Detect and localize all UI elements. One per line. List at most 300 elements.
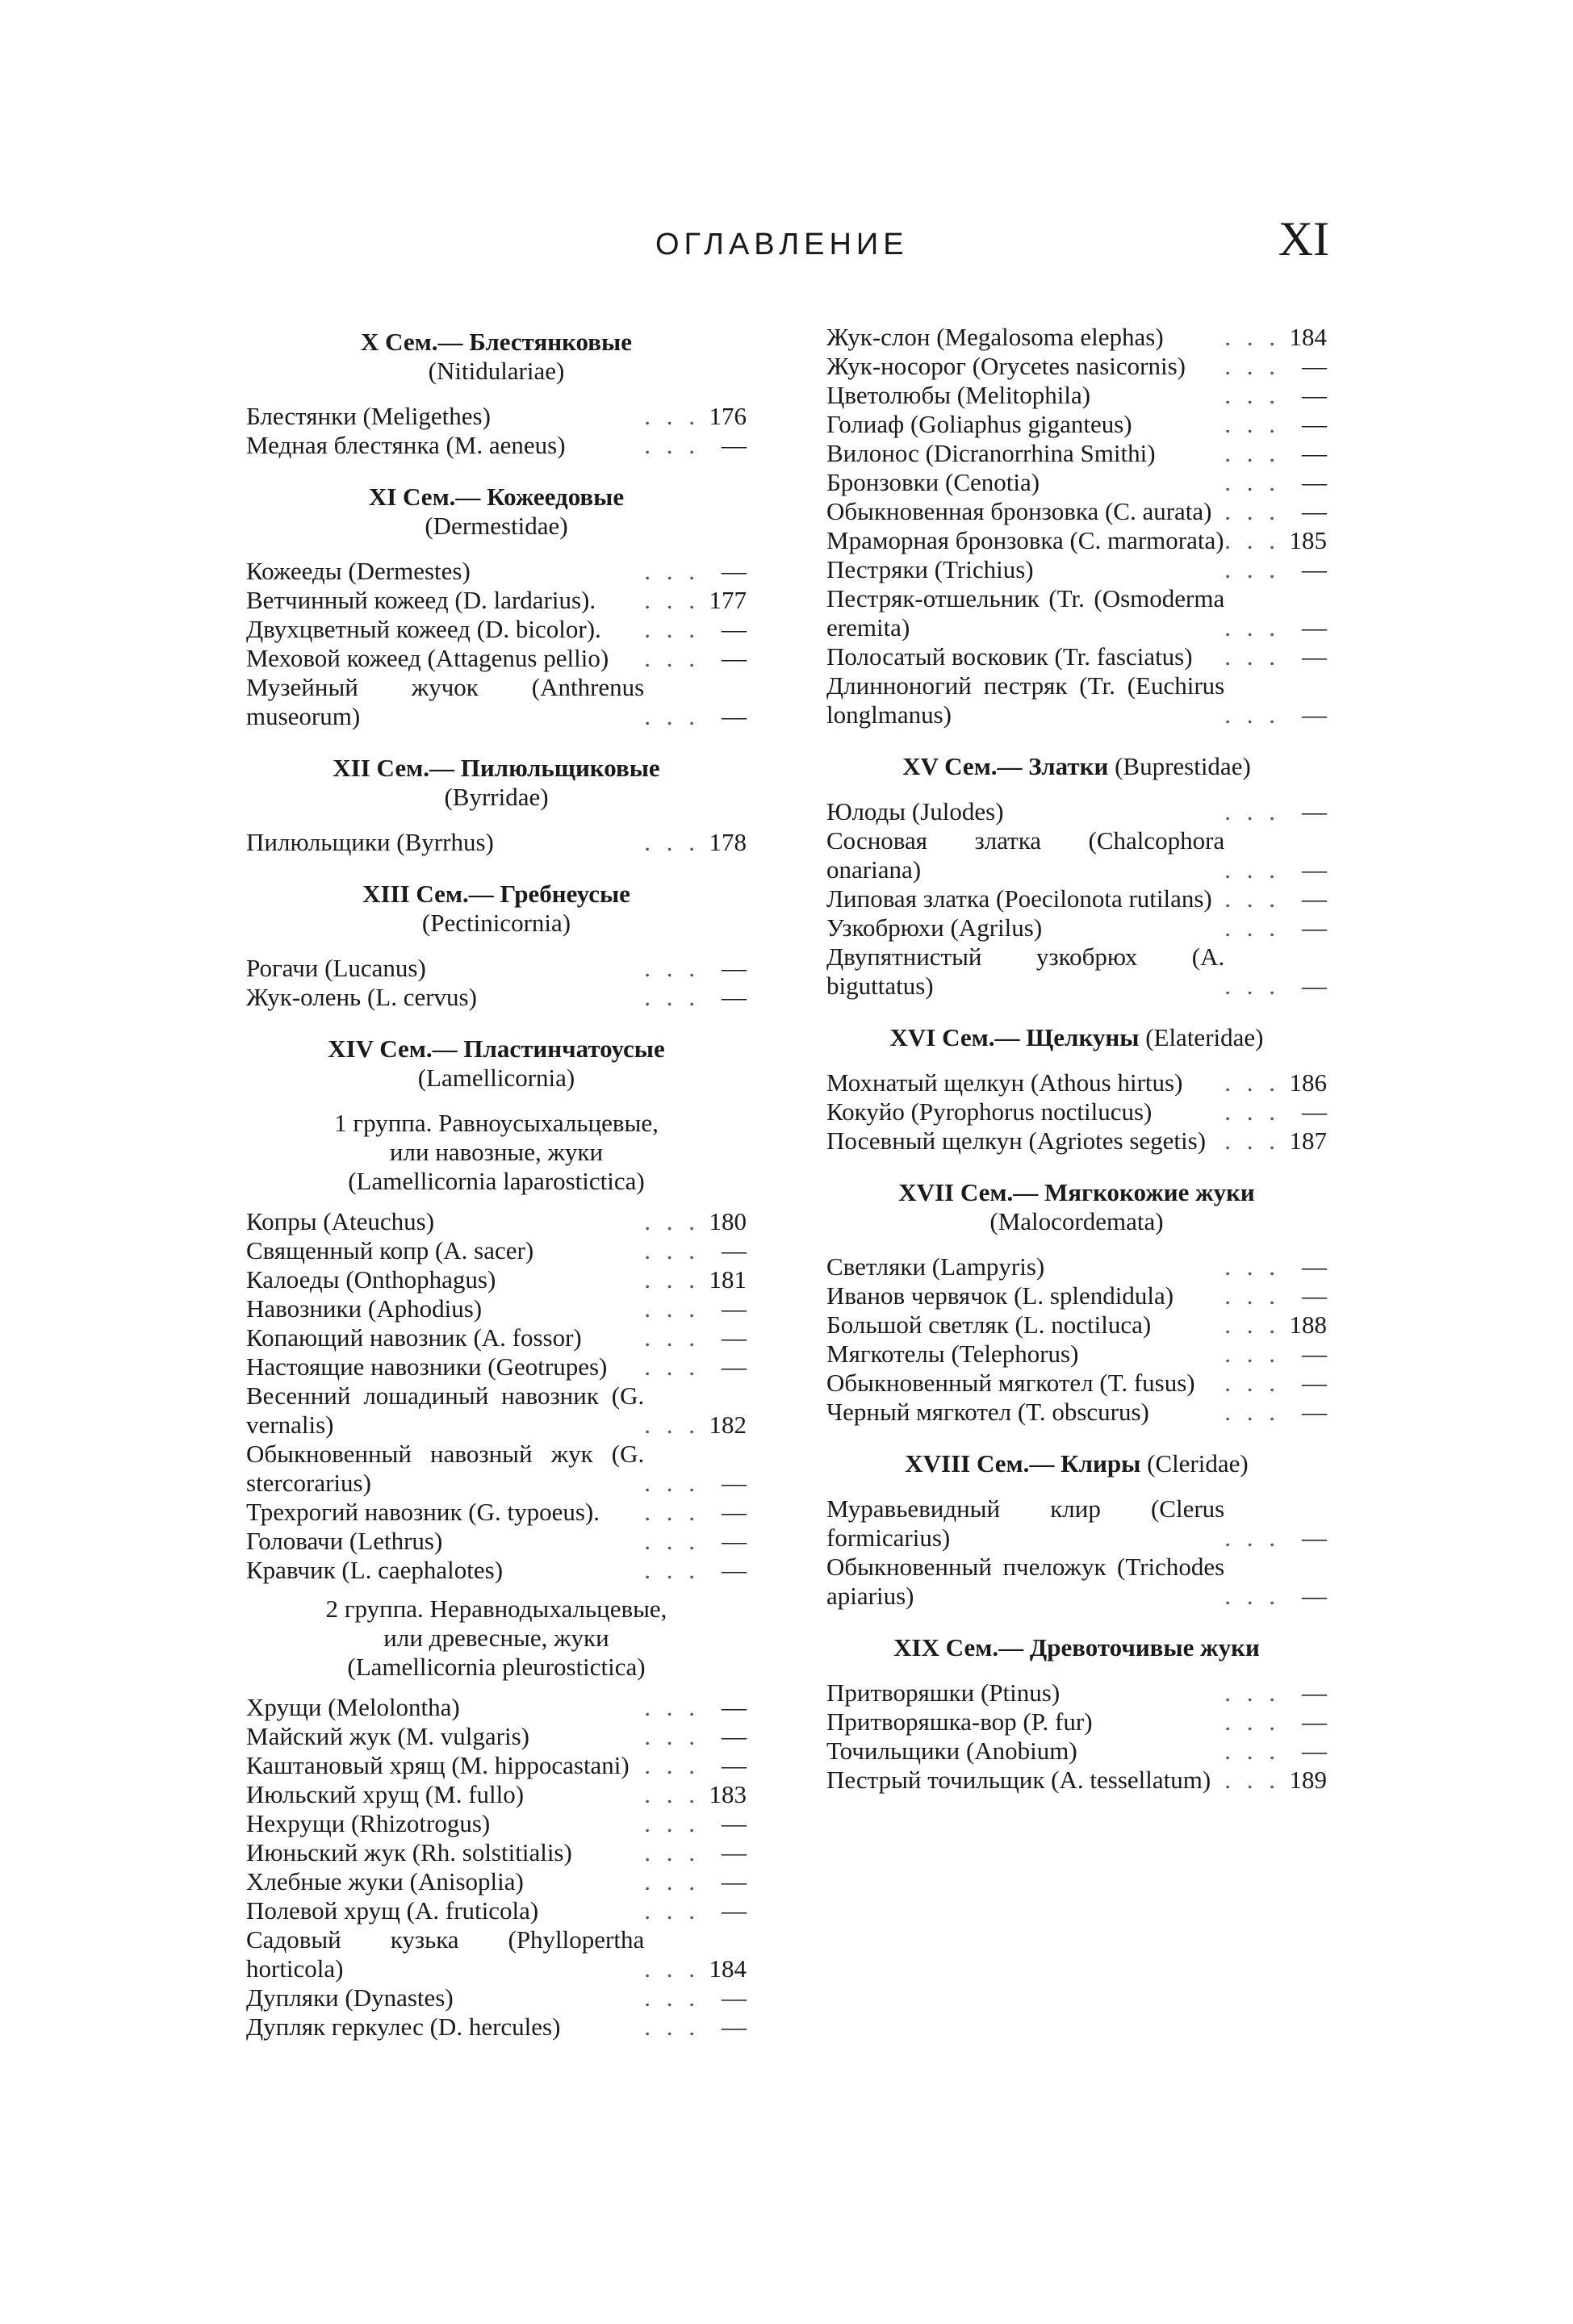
entry-page: — [1302, 1097, 1327, 1126]
toc-entry [826, 826, 1327, 884]
entry-page: — [722, 1896, 747, 1925]
entry-title: Июньский жук (Rh. solstitialis) [246, 1838, 572, 1866]
leader-dots: . . . [1224, 700, 1280, 729]
entry-page: 186 [1289, 1068, 1327, 1097]
entry-title: Двухцветный кожеед (D. bicolor). [246, 615, 601, 643]
leader-dots: . . . [644, 557, 700, 585]
toc-entry [826, 1737, 1327, 1766]
toc-entry [246, 1236, 747, 1265]
section-latin: (Dermestidae) [425, 512, 568, 540]
leader-dots: . . . [644, 1469, 700, 1497]
leader-dots: . . . [644, 1838, 700, 1866]
leader-dots: . . . [1224, 613, 1280, 642]
leader-dots: . . . [644, 1751, 700, 1779]
leader-dots: . . . [1224, 1398, 1280, 1426]
leader-dots: . . . [644, 1527, 700, 1555]
entry-title: Жук-слон (Megalosoma elephas) [826, 323, 1164, 351]
leader-dots: . . . [1224, 439, 1280, 467]
spacer [246, 1012, 747, 1030]
section-title: XI Сем.— Кожеедовые [368, 483, 625, 511]
leader-dots: . . . [644, 586, 700, 614]
leader-dots: . . . [1224, 1068, 1280, 1097]
entry-page: — [722, 2013, 747, 2041]
entry-page: — [1302, 410, 1327, 438]
leader-dots: . . . [1224, 884, 1280, 913]
entry-page: — [722, 1751, 747, 1779]
entry-page: — [722, 1983, 747, 2012]
toc-entry [826, 410, 1327, 439]
entry-title: Посевный щелкун (Agriotes segetis) [826, 1126, 1207, 1155]
entry-title: Сосновая златка (Chalcophora onariana) [826, 826, 1225, 884]
toc-entry [246, 615, 747, 644]
entry-title: Бронзовки (Cenotia) [826, 468, 1040, 496]
toc-entry [826, 584, 1327, 642]
entry-title: Точильщики (Anobium) [826, 1737, 1077, 1765]
toc-entry [826, 1097, 1327, 1126]
leader-dots: . . . [644, 1236, 700, 1264]
toc-entry [826, 468, 1327, 497]
toc-entry [246, 828, 747, 857]
entry-page: — [722, 557, 747, 585]
entry-title: Музейный жучок (Anthrenus museorum) [246, 673, 645, 730]
entry-page: — [722, 1323, 747, 1352]
toc-entry [246, 1867, 747, 1896]
section-latin: (Malocordemata) [989, 1207, 1164, 1235]
entry-title: Юлоды (Julodes) [826, 797, 1004, 826]
entry-page: — [722, 1556, 747, 1584]
toc-entry [246, 1381, 747, 1440]
entry-title: Каштановый хрящ (M. hippocastani) [246, 1751, 630, 1779]
leader-dots: . . . [1224, 410, 1280, 438]
entry-title: Полевой хрущ (A. fruticola) [246, 1896, 539, 1925]
toc-entry [246, 431, 747, 460]
spacer [826, 1427, 1327, 1444]
entry-page: — [722, 431, 747, 459]
entry-title: Пестряк-отшельник (Tr. (Osmoderma eremita) [826, 584, 1225, 642]
entry-title: Узкобрюхи (Agrilus) [826, 913, 1043, 942]
toc-entry [246, 2013, 747, 2042]
entry-page: — [1302, 1678, 1327, 1707]
entry-title: Весенний лошадиный навозник (G. vernalis) [246, 1381, 645, 1439]
leader-dots: . . . [1224, 1707, 1280, 1736]
section-latin: (Cleridae) [1140, 1449, 1249, 1478]
section-heading [875, 1178, 1278, 1236]
entry-title: Притворяшки (Ptinus) [826, 1678, 1061, 1707]
section-title: XIX Сем.— Древоточивые жуки [893, 1633, 1260, 1661]
entry-title: Майский жук (M. vulgaris) [246, 1722, 529, 1750]
section-heading [875, 1633, 1278, 1662]
section-heading [875, 1449, 1278, 1478]
section-latin: (Nitidulariae) [428, 357, 565, 385]
leader-dots: . . . [644, 1954, 700, 1983]
entry-page: — [1302, 497, 1327, 525]
leader-dots: . . . [644, 1207, 700, 1235]
toc-entry [246, 1983, 747, 2013]
entry-page: — [1302, 1252, 1327, 1281]
toc-entry [826, 671, 1327, 729]
leader-dots: . . . [1224, 555, 1280, 583]
leader-dots: . . . [1224, 1737, 1280, 1765]
section-latin: (Buprestidae) [1108, 752, 1251, 780]
entry-page: 183 [709, 1780, 747, 1808]
entry-page: — [1302, 1707, 1327, 1736]
toc-entry [826, 1553, 1327, 1611]
entry-page: — [1302, 555, 1327, 583]
entry-page: — [1302, 1524, 1327, 1552]
toc-entry [826, 943, 1327, 1001]
toc-entry [246, 1440, 747, 1498]
entry-page: — [1302, 352, 1327, 380]
toc-entry [826, 1398, 1327, 1427]
entry-title: Трехрогий навозник (G. typoeus). [246, 1498, 600, 1526]
entry-page: — [1302, 439, 1327, 467]
entry-page: — [1302, 855, 1327, 884]
spacer [246, 857, 747, 875]
toc-entry [246, 1693, 747, 1722]
entry-title: Мягкотелы (Telephorus) [826, 1340, 1079, 1368]
entry-title: Копающий навозник (A. fossor) [246, 1323, 582, 1352]
spacer [246, 731, 747, 749]
entry-page: 184 [709, 1954, 747, 1983]
leader-dots: . . . [1224, 526, 1280, 554]
entry-title: Дупляки (Dynastes) [246, 1983, 454, 2012]
page-number: XI [1278, 212, 1329, 265]
group-heading: 1 группа. Равноусыхальцевые, или навозные, жуки (Lamellicornia laparostictica) [334, 1109, 659, 1195]
leader-dots: . . . [644, 2013, 700, 2041]
entry-page: — [1302, 1582, 1327, 1610]
entry-title: Медная блестянка (M. aeneus) [246, 431, 566, 459]
toc-entry [246, 1809, 747, 1838]
leader-dots: . . . [1224, 1582, 1280, 1610]
entry-title: Настоящие навозники (Geotrupes) [246, 1352, 608, 1381]
toc-entry [826, 1068, 1327, 1097]
spacer [826, 1156, 1327, 1173]
entry-title: Жук-олень (L. cervus) [246, 983, 477, 1011]
entry-page: — [722, 1809, 747, 1837]
entry-page: — [1302, 913, 1327, 942]
leader-dots: . . . [644, 1352, 700, 1381]
entry-page: — [722, 954, 747, 982]
toc-entry [246, 1352, 747, 1381]
entry-page: — [1302, 1340, 1327, 1368]
leader-dots: . . . [644, 1896, 700, 1925]
entry-title: Калоеды (Onthophagus) [246, 1265, 496, 1294]
entry-title: Липовая златка (Poecilonota rutilans) [826, 884, 1212, 913]
entry-page: 189 [1289, 1766, 1327, 1794]
section-title: XVI Сем.— Щелкуны [889, 1023, 1140, 1051]
entry-title: Дупляк геркулес (D. hercules) [246, 2013, 561, 2041]
toc-entry [246, 1896, 747, 1925]
leader-dots: . . . [644, 431, 700, 459]
entry-title: Голиаф (Goliaphus giganteus) [826, 410, 1132, 438]
leader-dots: . . . [644, 702, 700, 730]
leader-dots: . . . [1224, 497, 1280, 525]
toc-entry [826, 797, 1327, 826]
section-heading [295, 328, 698, 386]
entry-title: Рогачи (Lucanus) [246, 954, 426, 982]
entry-page: 187 [1289, 1126, 1327, 1155]
toc-entry [246, 586, 747, 615]
leader-dots: . . . [644, 1983, 700, 2012]
leader-dots: . . . [1224, 381, 1280, 409]
entry-title: Обыкновенный пчеложук (Trichodes apiarius) [826, 1553, 1225, 1610]
leader-dots: . . . [1224, 323, 1280, 351]
section-title: XV Сем.— Златки [902, 752, 1109, 780]
entry-page: — [1302, 642, 1327, 671]
entry-title: Полосатый восковик (Tr. fasciatus) [826, 642, 1193, 671]
toc-entry [826, 381, 1327, 410]
toc-entry [826, 1281, 1327, 1310]
entry-title: Хрущи (Melolontha) [246, 1693, 460, 1721]
section-heading [875, 752, 1278, 781]
leader-dots: . . . [1224, 1678, 1280, 1707]
entry-title: Копры (Ateuchus) [246, 1207, 435, 1235]
section-title: XII Сем.— Пилюльщиковые [333, 754, 660, 782]
toc-entry [826, 1494, 1327, 1553]
entry-page: 188 [1289, 1310, 1327, 1339]
section-latin: (Byrridae) [444, 783, 549, 811]
entry-title: Притворяшка-вор (P. fur) [826, 1707, 1093, 1736]
entry-page: 180 [709, 1207, 747, 1235]
toc-entry [826, 526, 1327, 555]
entry-title: Кожееды (Dermestes) [246, 557, 471, 585]
leader-dots: . . . [644, 402, 700, 430]
section-title: XVII Сем.— Мягкокожие жуки [898, 1178, 1255, 1206]
entry-title: Июльский хрущ (M. fullo) [246, 1780, 525, 1808]
toc-entry [246, 1265, 747, 1294]
toc-entry [246, 1323, 747, 1352]
toc-entry [826, 1707, 1327, 1737]
entry-title: Жук-носорог (Orycetes nasicornis) [826, 352, 1186, 380]
entry-page: — [722, 1867, 747, 1896]
leader-dots: . . . [644, 1265, 700, 1294]
toc-entry [826, 1310, 1327, 1340]
entry-title: Священный копр (A. sacer) [246, 1236, 534, 1264]
section-heading [295, 483, 698, 541]
entry-title: Пестряки (Trichius) [826, 555, 1034, 583]
leader-dots: . . . [644, 615, 700, 643]
entry-page: — [1302, 1369, 1327, 1397]
toc-entry [826, 497, 1327, 526]
entry-page: — [722, 1294, 747, 1323]
section-heading [295, 880, 698, 938]
entry-page: 177 [709, 586, 747, 614]
section-latin: (Elateridae) [1139, 1023, 1264, 1051]
toc-entry [246, 1556, 747, 1585]
entry-page: — [722, 615, 747, 643]
toc-entry [246, 557, 747, 586]
leader-dots: . . . [644, 828, 700, 856]
entry-title: Обыкновенный навозный жук (G. stercorarius) [246, 1440, 645, 1497]
leader-dots: . . . [1224, 1281, 1280, 1310]
entry-page: 178 [709, 828, 747, 856]
toc-entry [246, 1838, 747, 1867]
leader-dots: . . . [1224, 913, 1280, 942]
leader-dots: . . . [644, 1411, 700, 1439]
entry-title: Светляки (Lampyris) [826, 1252, 1045, 1281]
entry-page: — [1302, 613, 1327, 642]
entry-page: — [722, 1693, 747, 1721]
section-title: XVIII Сем.— Клиры [905, 1449, 1141, 1478]
leader-dots: . . . [644, 1693, 700, 1721]
leader-dots: . . . [1224, 855, 1280, 884]
toc-entry [246, 954, 747, 983]
leader-dots: . . . [1224, 1340, 1280, 1368]
entry-page: 182 [709, 1411, 747, 1439]
toc-entry [246, 1527, 747, 1556]
entry-page: — [722, 1498, 747, 1526]
toc-entry [826, 642, 1327, 671]
leader-dots: . . . [1224, 1369, 1280, 1397]
entry-title: Пилюльщики (Byrrhus) [246, 828, 494, 856]
entry-page: — [1302, 1737, 1327, 1765]
entry-title: Ветчинный кожеед (D. lardarius). [246, 586, 596, 614]
toc-entry [246, 402, 747, 431]
entry-title: Блестянки (Meligethes) [246, 402, 491, 430]
entry-page: — [722, 1527, 747, 1555]
section-title: X Сем.— Блестянковые [361, 328, 632, 356]
toc-column-right [826, 323, 1327, 1795]
entry-title: Иванов червячок (L. splendidula) [826, 1281, 1174, 1310]
spacer [246, 460, 747, 478]
leader-dots: . . . [644, 1498, 700, 1526]
leader-dots: . . . [1224, 1766, 1280, 1794]
entry-title: Мохнатый щелкун (Athous hirtus) [826, 1068, 1183, 1097]
entry-title: Цветолюбы (Melitophila) [826, 381, 1091, 409]
section-heading [295, 754, 698, 812]
entry-title: Навозники (Aphodius) [246, 1294, 483, 1323]
leader-dots: . . . [1224, 1252, 1280, 1281]
entry-title: Кравчик (L. caephalotes) [246, 1556, 504, 1584]
toc-entry [246, 1294, 747, 1323]
toc-entry [826, 1126, 1327, 1156]
toc-entry [246, 1498, 747, 1527]
spacer [826, 729, 1327, 747]
leader-dots: . . . [644, 644, 700, 672]
entry-title: Садовый кузька (Phyllopertha horticola) [246, 1925, 645, 1983]
leader-dots: . . . [1224, 352, 1280, 380]
toc-entry [246, 644, 747, 673]
entry-title: Муравьевидный клир (Clerus formicarius) [826, 1494, 1225, 1552]
toc-entry [246, 1722, 747, 1751]
leader-dots: . . . [1224, 1126, 1280, 1155]
toc-entry [246, 1751, 747, 1780]
leader-dots: . . . [1224, 642, 1280, 671]
leader-dots: . . . [1224, 972, 1280, 1000]
entry-page: — [1302, 468, 1327, 496]
leader-dots: . . . [644, 1323, 700, 1352]
entry-page: — [722, 983, 747, 1011]
entry-title: Обыкновенная бронзовка (C. aurata) [826, 497, 1212, 525]
entry-page: — [722, 1722, 747, 1750]
toc-entry [826, 439, 1327, 468]
entry-page: — [722, 1236, 747, 1264]
section-latin: (Pectinicornia) [421, 909, 571, 937]
toc-entry [826, 555, 1327, 584]
toc-entry [826, 913, 1327, 943]
entry-page: — [1302, 1281, 1327, 1310]
toc-entry [246, 1207, 747, 1236]
leader-dots: . . . [1224, 468, 1280, 496]
leader-dots: . . . [1224, 1524, 1280, 1552]
entry-title: Нехрущи (Rhizotrogus) [246, 1809, 491, 1837]
group-heading: 2 группа. Неравнодыхальцевые, или древесные, жуки (Lamellicornia pleurostictica) [325, 1595, 667, 1681]
toc-entry [826, 1766, 1327, 1795]
entry-title: Пестрый точильщик (A. tessellatum) [826, 1766, 1211, 1794]
toc-entry [826, 323, 1327, 352]
leader-dots: . . . [644, 1867, 700, 1896]
entry-title: Головачи (Lethrus) [246, 1527, 443, 1555]
section-title: XIII Сем.— Гребнеусые [362, 880, 630, 908]
leader-dots: . . . [644, 1809, 700, 1837]
leader-dots: . . . [1224, 1097, 1280, 1126]
entry-title: Черный мягкотел (T. obscurus) [826, 1398, 1149, 1426]
entry-title: Кокуйо (Pyrophorus noctilucus) [826, 1097, 1153, 1126]
leader-dots: . . . [644, 1722, 700, 1750]
entry-page: — [722, 1352, 747, 1381]
leader-dots: . . . [1224, 1310, 1280, 1339]
entry-title: Большой светляк (L. noctiluca) [826, 1310, 1152, 1339]
entry-page: — [722, 644, 747, 672]
leader-dots: . . . [644, 1556, 700, 1584]
entry-title: Длинноногий пестряк (Tr. (Euchirus longlmanus) [826, 671, 1225, 729]
toc-entry [826, 1252, 1327, 1281]
entry-page: 185 [1289, 526, 1327, 554]
spacer [826, 1611, 1327, 1628]
toc-entry [826, 1369, 1327, 1398]
entry-title: Двупятнистый узкобрюх (A. biguttatus) [826, 943, 1225, 1000]
entry-page: 184 [1289, 323, 1327, 351]
spacer [826, 1001, 1327, 1018]
toc-entry [826, 884, 1327, 913]
entry-title: Мраморная бронзовка (C. marmorata) [826, 526, 1224, 554]
toc-column-left [246, 323, 747, 2042]
entry-title: Обыкновенный мягкотел (T. fusus) [826, 1369, 1195, 1397]
section-heading [295, 1035, 698, 1093]
entry-page: — [1302, 972, 1327, 1000]
leader-dots: . . . [1224, 797, 1280, 826]
entry-title: Хлебные жуки (Anisoplia) [246, 1867, 524, 1896]
toc-entry [826, 1340, 1327, 1369]
toc-entry [826, 352, 1327, 381]
entry-page: — [1302, 381, 1327, 409]
entry-title: Меховой кожеед (Attagenus pellio) [246, 644, 609, 672]
page-title: ОГЛАВЛЕНИЕ [655, 228, 909, 261]
section-latin: (Lamellicornia) [417, 1064, 575, 1092]
entry-page: — [1302, 1398, 1327, 1426]
leader-dots: . . . [644, 1780, 700, 1808]
entry-page: — [722, 1838, 747, 1866]
toc-entry [246, 1925, 747, 1983]
leader-dots: . . . [644, 1294, 700, 1323]
toc-entry [246, 673, 747, 731]
toc-entry [246, 1780, 747, 1809]
entry-title: Вилонос (Dicranorrhina Smithi) [826, 439, 1156, 467]
entry-page: — [722, 702, 747, 730]
leader-dots: . . . [644, 954, 700, 982]
entry-page: — [1302, 700, 1327, 729]
entry-page: — [722, 1469, 747, 1497]
section-heading [875, 1023, 1278, 1052]
toc-entry [826, 1678, 1327, 1707]
section-title: XIV Сем.— Пластинчатоусые [328, 1035, 665, 1063]
toc-entry [246, 983, 747, 1012]
entry-page: — [1302, 884, 1327, 913]
entry-page: — [1302, 797, 1327, 826]
entry-page: 176 [709, 402, 747, 430]
entry-page: 181 [709, 1265, 747, 1294]
leader-dots: . . . [644, 983, 700, 1011]
